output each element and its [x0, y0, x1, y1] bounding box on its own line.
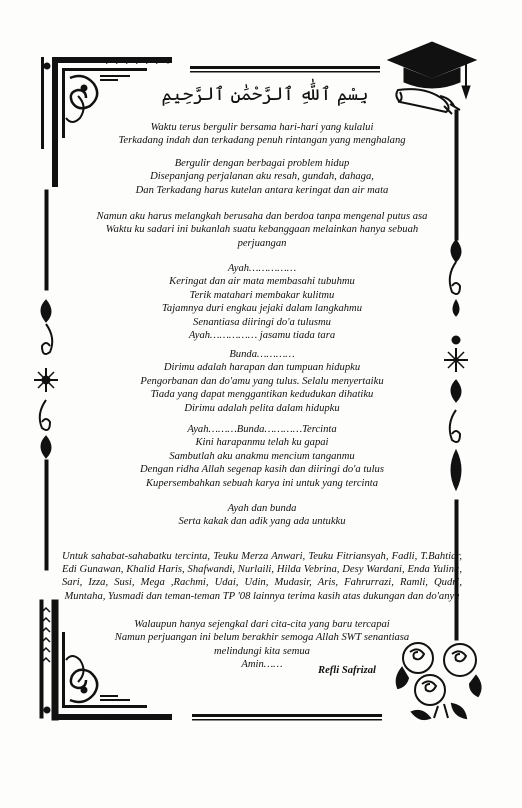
- poem-line: Bunda…………: [229, 349, 295, 360]
- poem-line: Namun aku harus melangkah berusaha dan berdoa tanpa mengenal putus asa: [96, 211, 428, 222]
- poem-line: Kini harapanmu telah ku gapai: [195, 437, 329, 449]
- poem-line: Dirimu adalah pelita dalam hidupku: [184, 402, 340, 414]
- poem-line: Walaupun hanya sejengkal dari cita-cita yang baru tercapai: [134, 619, 390, 630]
- poem-line: Sambutlah aku anakmu mencium tanganmu: [169, 450, 355, 462]
- closing-stanza: [62, 618, 462, 672]
- poem-line: Waktu ku sadari ini bukanlah suatu kebanggaan melainkan hanya sebuah: [105, 224, 419, 236]
- stanza-ayah: [62, 262, 462, 342]
- stanza-3: [62, 210, 462, 250]
- stanza-2: [62, 157, 462, 197]
- author-signature: Refli Safrizal: [318, 665, 376, 676]
- poem-line: Tiada yang dapat menggantikan kedudukan dihatiku: [150, 389, 374, 401]
- diploma-scroll-icon: [396, 89, 460, 114]
- thanks-text: Untuk sahabat-sahabatku tercinta, Teuku Merza Anwari, Teuku Fitriansyah, Fadli, T.Bahtiar, Edi Gunawan, Khalid Haris, Shafwandi, Nurlaili, Hilda Vebrina, Desy Wardani, Enda Yulina, Sari, Izza, Susi, Mega ,Rachmi, Udai, Udin, Mudasir, Aris, Fahrurrazi, Ramli, Qudri, Muntaha, Yusmadi dan teman-teman TP '08 lainnya terima kasih atas dukungan dan do'anya: [62, 550, 462, 602]
- poem-line: Tajamnya duri engkau jejaki dalam langkahmu: [162, 303, 362, 315]
- poem-line: Namun perjuangan ini belum berakhir semoga Allah SWT senantiasa: [114, 632, 410, 644]
- stanza-family: [62, 502, 462, 529]
- poem-line: Disepanjang perjalanan aku resah, gundah, dahaga,: [150, 171, 374, 183]
- poem-line: Serta kakak dan adik yang ada untukku: [178, 516, 346, 528]
- poem-line: Bergulir dengan berbagai problem hidup: [174, 158, 350, 169]
- poem-line: Terik matahari membakar kulitmu: [189, 289, 335, 301]
- poem-line: Ayah…………… jasamu tiada tara: [188, 330, 336, 342]
- stanza-ayah-bunda: [62, 423, 462, 490]
- stanza-1: [62, 121, 462, 148]
- left-side-ornament: [34, 190, 58, 570]
- poem-line: Senantiasa diiringi do'a tulusmu: [193, 316, 331, 328]
- poem-line: Ayah………Bunda…………Tercinta: [187, 424, 337, 435]
- thanks-paragraph: [62, 539, 462, 614]
- poem-line: Amin……: [241, 659, 283, 671]
- poem-line: Waktu terus bergulir bersama hari-hari yang kulalui: [150, 122, 374, 133]
- poem-line: Dengan ridha Allah segenap kasih dan diiringi do'a tulus: [140, 464, 384, 476]
- poem-line: Terkadang indah dan terkadang penuh rintangan yang menghalang: [118, 135, 406, 147]
- poem-line: Keringat dan air mata membasahi tubuhmu: [169, 276, 355, 288]
- stanza-bunda: [62, 348, 462, 415]
- poem-line: perjuangan: [237, 237, 287, 249]
- poem-line: Dan Terkadang harus kutelan antara keringat dan air mata: [135, 184, 389, 196]
- bismillah-calligraphy: بِسْمِ ٱللَّٰهِ ٱلرَّحْمَٰنِ ٱلرَّحِيمِ: [161, 84, 369, 105]
- poem-line: Pengorbanan dan do'amu yang tulus. Selalu menyertaiku: [140, 375, 384, 387]
- poem-line: Ayah……………: [227, 263, 297, 274]
- poem-line: melindungi kita semua: [214, 645, 310, 657]
- poem-line: Dirimu adalah harapan dan tumpuan hidupku: [163, 362, 361, 374]
- poem-line: Kupersembahkan sebuah karya ini untuk yang tercinta: [145, 477, 379, 489]
- poem-line: Ayah dan bunda: [227, 503, 297, 514]
